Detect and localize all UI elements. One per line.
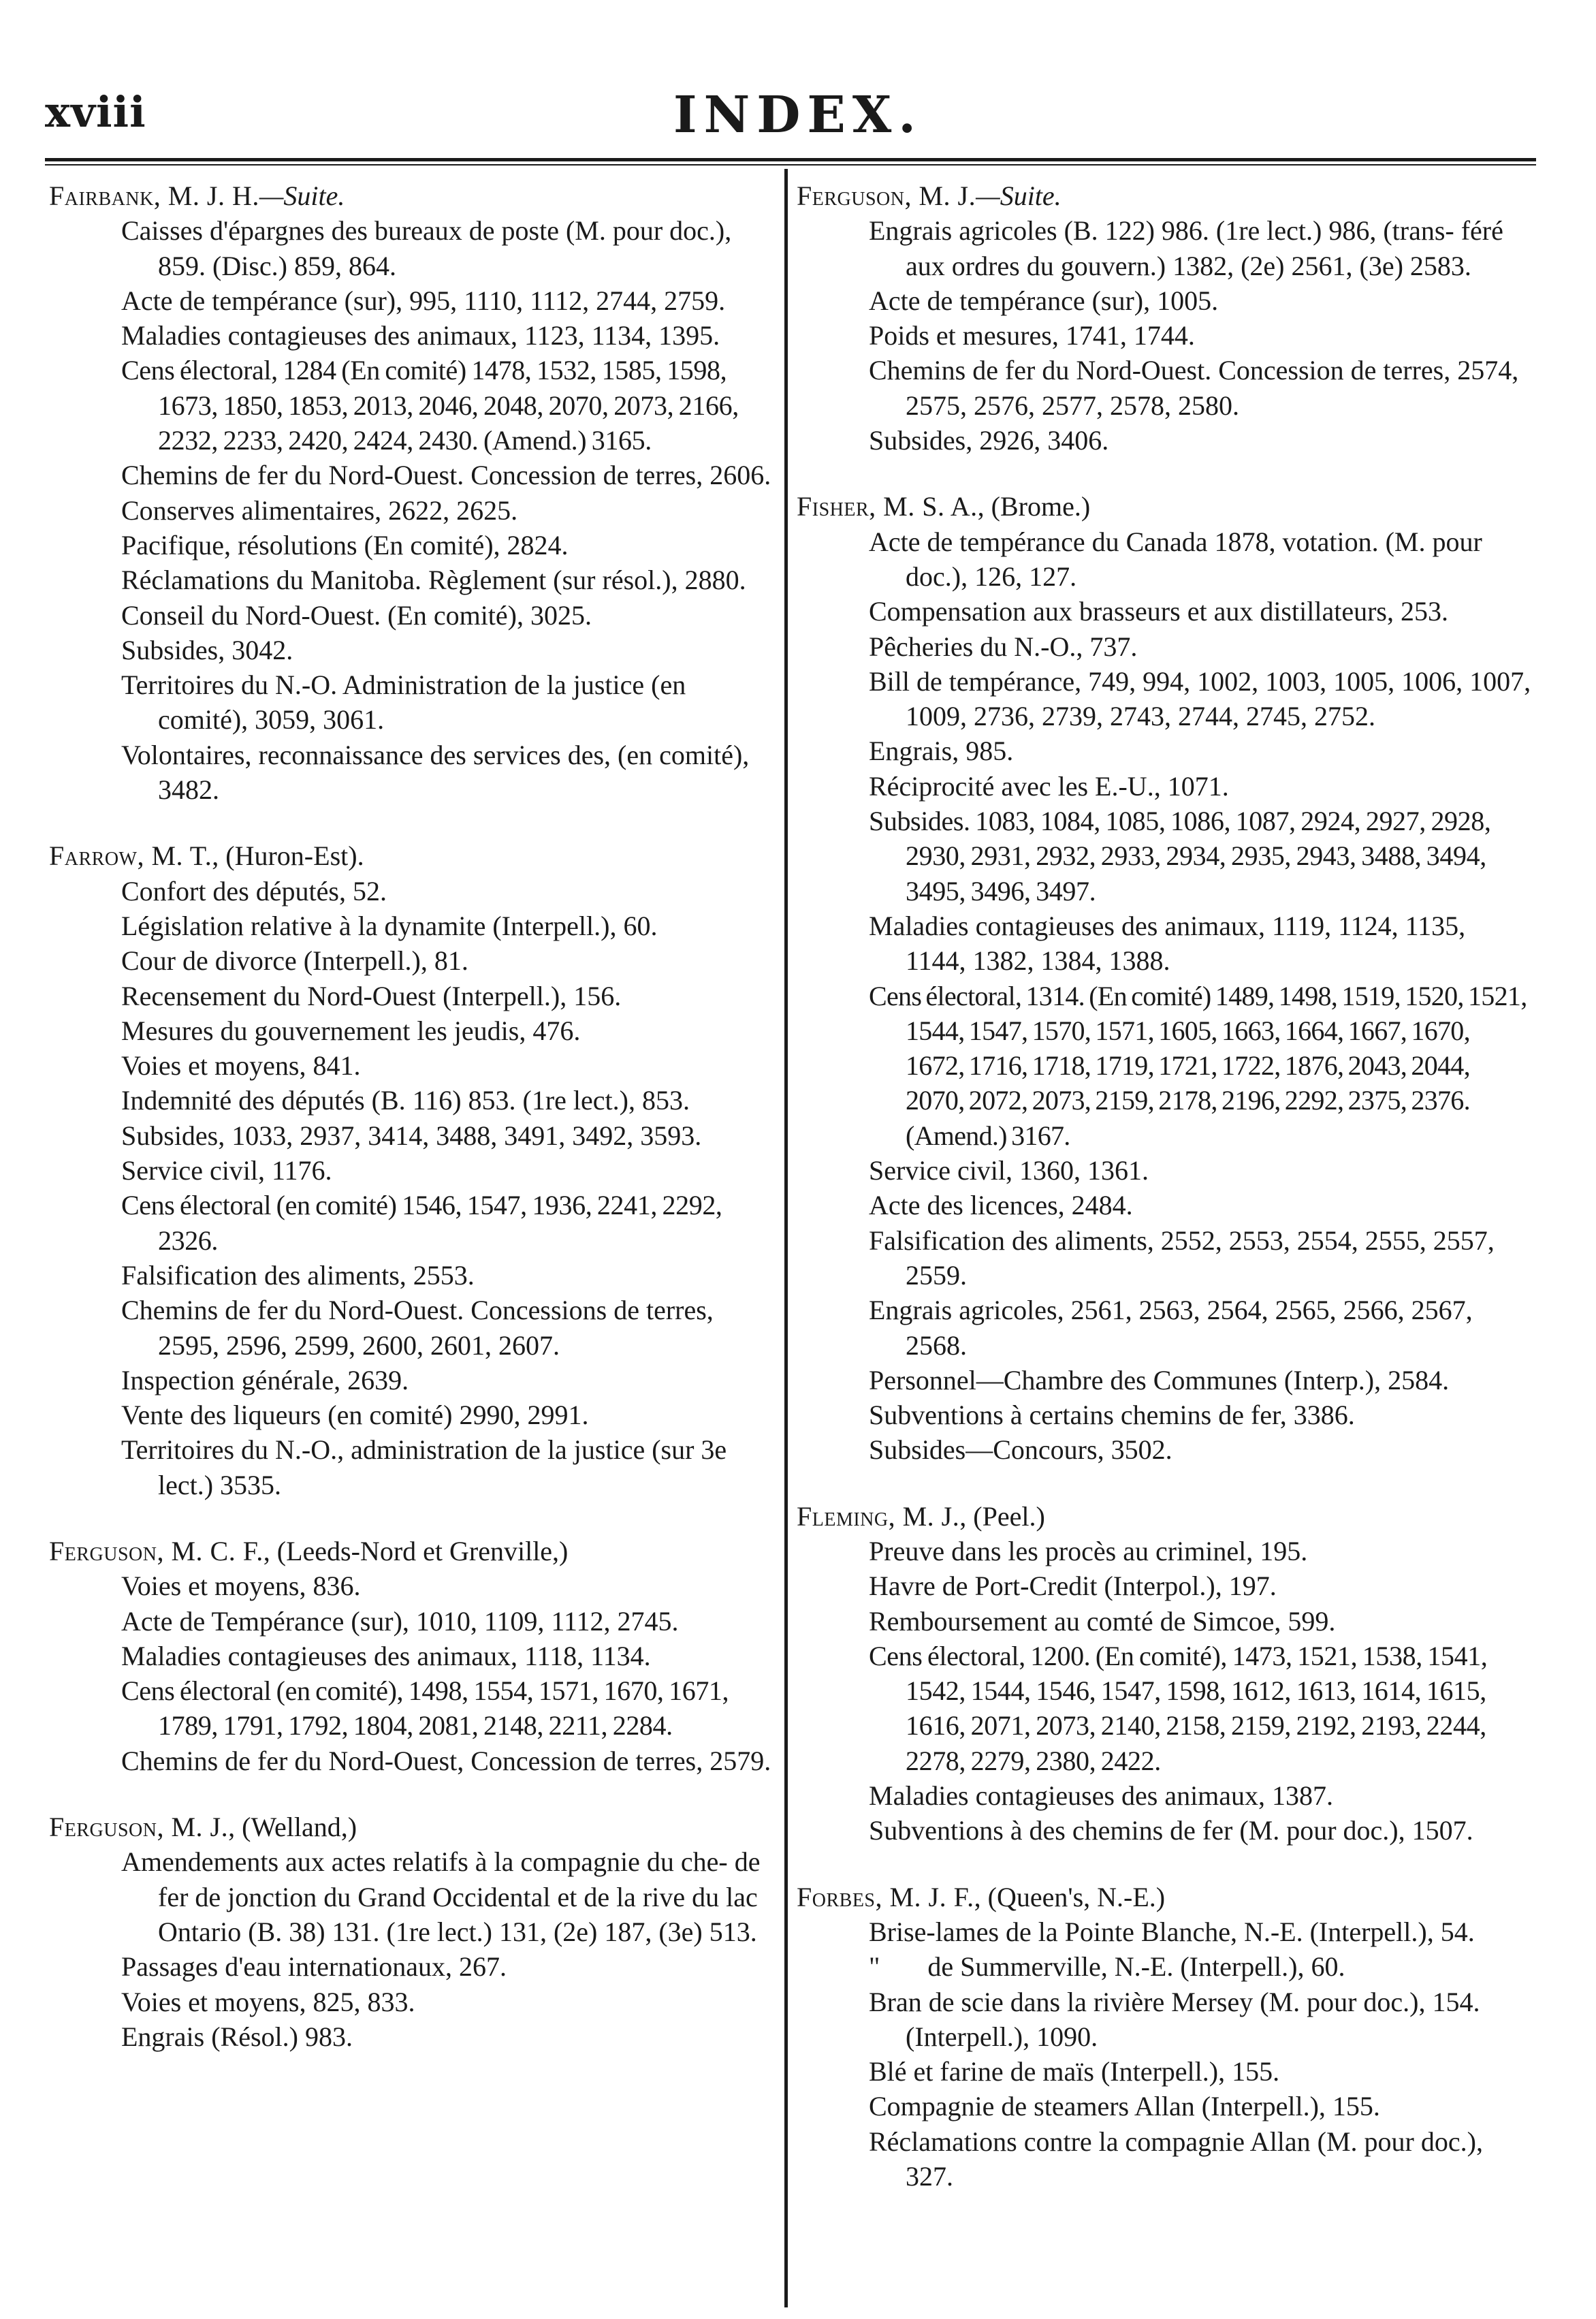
index-entry: " de Summerville, N.-E. (Interpell.), 60.	[869, 1951, 1345, 1983]
index-entry: Cour de divorce (Interpell.), 81.	[121, 945, 468, 977]
index-section	[49, 1534, 778, 1778]
index-entry: Maladies contagieuses des animaux, 1387.	[869, 1780, 1334, 1812]
page-title: INDEX.	[673, 86, 923, 144]
index-entry: Confort des députés, 52.	[121, 875, 387, 906]
index-entry: Cens électoral, 1314. (En comité) 1489, 1498, 1519, 1520, 1521, 1544, 1547, 1570, 1571, 1605, 1663, 1664, 1667, 1670, 1672, 1716, 1718, 1719, 1721, 1722, 1876, 2043, 2044, 2070, 2072, 2073, 2159, 2178, 2196, 2292, 2375, 2376. (Amend.) 3167.	[869, 980, 1527, 1151]
member-suffix: , (Brome.)	[977, 491, 1091, 522]
member-suffix: , (Welland,)	[228, 1812, 357, 1843]
index-entry: Falsification des aliments, 2552, 2553, 2554, 2555, 2557, 2559.	[869, 1225, 1495, 1291]
index-entry: Cens électoral (en comité), 1498, 1554, 1571, 1670, 1671, 1789, 1791, 1792, 1804, 2081, 2148, 2211, 2284.	[121, 1675, 729, 1741]
index-entry: Acte de Tempérance (sur), 1010, 1109, 1112, 2745.	[121, 1605, 679, 1637]
index-entry: Subsides—Concours, 3502.	[869, 1434, 1172, 1466]
member-suffix: , (Leeds-Nord et Grenville,)	[263, 1535, 569, 1566]
index-entry: Conseil du Nord-Ouest. (En comité), 3025.	[121, 599, 592, 631]
index-entry: Engrais, 985.	[869, 736, 1014, 767]
index-entry: Subsides, 2926, 3406.	[869, 425, 1109, 456]
index-entry: Maladies contagieuses des animaux, 1123, 1134, 1395.	[121, 320, 720, 351]
left-column	[49, 178, 778, 2085]
index-entry: Passages d'eau internationaux, 267.	[121, 1951, 507, 1983]
section-heading	[797, 1499, 1532, 1534]
section-heading	[49, 1810, 778, 1844]
index-entry: Cens électoral, 1284 (En comité) 1478, 1532, 1585, 1598, 1673, 1850, 1853, 2013, 2046, 2048, 2070, 2073, 2166, 2232, 2233, 2420, 2424, 2430. (Amend.) 3165.	[121, 355, 739, 456]
index-entry: Inspection générale, 2639.	[121, 1364, 409, 1395]
index-section	[797, 1880, 1532, 2194]
index-entry: Territoires du N.-O. Administration de la justice (en comité), 3059, 3061.	[121, 669, 686, 736]
index-entry: Personnel—Chambre des Communes (Interp.), 2584.	[869, 1364, 1450, 1395]
column-divider	[784, 169, 788, 2307]
index-entry: Engrais agricoles (B. 122) 986. (1re lect.) 986, (trans- féré aux ordres du gouvern.) 1382, (2e) 2561, (3e) 2583.	[869, 215, 1503, 281]
index-entry: Recensement du Nord-Ouest (Interpell.), 156.	[121, 980, 622, 1011]
section-heading	[797, 489, 1532, 524]
index-entry: Amendements aux actes relatifs à la compagnie du che- de fer de jonction du Grand Occidental et de la rive du lac Ontario (B. 38) 131. (1re lect.) 131, (2e) 187, (3e) 513.	[121, 1846, 761, 1947]
index-entry: Réclamations contre la compagnie Allan (M. pour doc.), 327.	[869, 2126, 1483, 2192]
index-entry: Poids et mesures, 1741, 1744.	[869, 320, 1195, 351]
index-entry: Territoires du N.-O., administration de la justice (sur 3e lect.) 3535.	[121, 1434, 727, 1500]
index-entry: Subsides. 1083, 1084, 1085, 1086, 1087, 2924, 2927, 2928, 2930, 2931, 2932, 2933, 2934, 2935, 2943, 3488, 3494, 3495, 3496, 3497.	[869, 806, 1491, 906]
index-entry: Engrais (Résol.) 983.	[121, 2021, 353, 2052]
index-entry: Chemins de fer du Nord-Ouest, Concession de terres, 2579.	[121, 1745, 771, 1776]
index-entry: Acte de tempérance (sur), 1005.	[869, 285, 1219, 316]
index-entry: Service civil, 1360, 1361.	[869, 1155, 1149, 1186]
index-entry: Engrais agricoles, 2561, 2563, 2564, 2565, 2566, 2567, 2568.	[869, 1295, 1473, 1361]
index-entry: Subventions à des chemins de fer (M. pour doc.), 1507.	[869, 1815, 1473, 1846]
section-heading	[49, 178, 778, 213]
index-entry: Acte des licences, 2484.	[869, 1190, 1133, 1221]
header-rule	[45, 158, 1536, 161]
index-entry: Falsification des aliments, 2553.	[121, 1259, 475, 1291]
member-name: Ferguson, M. C. F.	[49, 1535, 264, 1566]
member-suffix: —Suite.	[259, 180, 345, 211]
index-entry: Bill de tempérance, 749, 994, 1002, 1003, 1005, 1006, 1007, 1009, 2736, 2739, 2743, 2744, 2745, 2752.	[869, 665, 1531, 732]
section-heading	[797, 1880, 1532, 1914]
index-section	[797, 1499, 1532, 1848]
index-entry: Indemnité des députés (B. 116) 853. (1re lect.), 853.	[121, 1085, 690, 1116]
index-entry: Pêcheries du N.-O., 737.	[869, 631, 1138, 662]
index-entry: Maladies contagieuses des animaux, 1119, 1124, 1135, 1144, 1382, 1384, 1388.	[869, 910, 1466, 977]
index-entry: Acte de tempérance du Canada 1878, votation. (M. pour doc.), 126, 127.	[869, 526, 1482, 592]
index-entry: Cens électoral (en comité) 1546, 1547, 1936, 2241, 2292, 2326.	[121, 1190, 722, 1256]
index-entry: Chemins de fer du Nord-Ouest. Concession de terres, 2574, 2575, 2576, 2577, 2578, 2580.	[869, 355, 1519, 421]
index-section	[797, 178, 1532, 458]
index-entry: Voies et moyens, 825, 833.	[121, 1986, 415, 2017]
index-entry: Réciprocité avec les E.-U., 1071.	[869, 770, 1229, 802]
index-entry: Réclamations du Manitoba. Règlement (sur résol.), 2880.	[121, 565, 746, 596]
index-entry: Remboursement au comté de Simcoe, 599.	[869, 1605, 1336, 1637]
member-name: Forbes, M. J. F.	[797, 1881, 974, 1912]
index-section	[49, 178, 778, 807]
member-name: Fisher, M. S. A.	[797, 491, 978, 522]
section-heading	[49, 1534, 778, 1568]
index-entry: Voies et moyens, 841.	[121, 1050, 361, 1082]
index-entry: Subsides, 3042.	[121, 634, 293, 665]
index-entry: Preuve dans les procès au criminel, 195.	[869, 1535, 1308, 1566]
member-suffix: , (Peel.)	[959, 1500, 1045, 1532]
member-suffix: , (Queen's, N.-E.)	[974, 1881, 1166, 1912]
member-name: Ferguson, M. J.	[49, 1812, 229, 1843]
page-number: xviii	[45, 87, 146, 137]
right-column	[797, 178, 1532, 2225]
index-entry: Cens électoral, 1200. (En comité), 1473, 1521, 1538, 1541, 1542, 1544, 1546, 1547, 1598, 1612, 1613, 1614, 1615, 1616, 2071, 2073, 2140, 2158, 2159, 2192, 2193, 2244, 2278, 2279, 2380, 2422.	[869, 1640, 1488, 1776]
index-section	[797, 489, 1532, 1467]
index-entry: Havre de Port-Credit (Interpol.), 197.	[869, 1571, 1277, 1602]
index-entry: Caisses d'épargnes des bureaux de poste (M. pour doc.), 859. (Disc.) 859, 864.	[121, 215, 732, 281]
index-entry: Compagnie de steamers Allan (Interpell.), 155.	[869, 2091, 1380, 2122]
member-name: Farrow, M. T.	[49, 840, 212, 872]
header-rule-thin	[45, 164, 1536, 165]
index-entry: Chemins de fer du Nord-Ouest. Concessions de terres, 2595, 2596, 2599, 2600, 2601, 2607.	[121, 1295, 714, 1361]
section-heading	[797, 178, 1532, 213]
index-entry: Mesures du gouvernement les jeudis, 476.	[121, 1015, 581, 1046]
index-entry: Volontaires, reconnaissance des services des, (en comité), 3482.	[121, 739, 750, 806]
index-section	[49, 838, 778, 1502]
member-name: Fairbank, M. J. H.	[49, 180, 259, 211]
index-entry: Subventions à certains chemins de fer, 3386.	[869, 1400, 1355, 1431]
index-entry: Pacifique, résolutions (En comité), 2824.	[121, 529, 569, 561]
member-suffix: —Suite.	[976, 180, 1062, 211]
index-entry: Législation relative à la dynamite (Interpell.), 60.	[121, 910, 658, 941]
index-entry: Maladies contagieuses des animaux, 1118, 1134.	[121, 1640, 651, 1671]
section-heading	[49, 838, 778, 873]
member-name: Fleming, M. J.	[797, 1500, 960, 1532]
index-entry: Voies et moyens, 836.	[121, 1571, 361, 1602]
index-entry: Chemins de fer du Nord-Ouest. Concession de terres, 2606.	[121, 460, 771, 491]
index-entry: Compensation aux brasseurs et aux distillateurs, 253.	[869, 596, 1448, 627]
index-entry: Blé et farine de maïs (Interpell.), 155.	[869, 2056, 1280, 2087]
index-entry: Subsides, 1033, 2937, 3414, 3488, 3491, 3492, 3593.	[121, 1120, 702, 1151]
index-entry: Acte de tempérance (sur), 995, 1110, 1112, 2744, 2759.	[121, 285, 726, 316]
index-entry: Bran de scie dans la rivière Mersey (M. pour doc.), 154. (Interpell.), 1090.	[869, 1986, 1480, 2052]
index-entry: Brise-lames de la Pointe Blanche, N.-E. (Interpell.), 54.	[869, 1916, 1475, 1947]
index-entry: Service civil, 1176.	[121, 1155, 332, 1186]
member-name: Ferguson, M. J.	[797, 180, 976, 211]
index-entry: Conserves alimentaires, 2622, 2625.	[121, 494, 518, 526]
member-suffix: , (Huron-Est).	[212, 840, 364, 872]
index-entry: Vente des liqueurs (en comité) 2990, 2991.	[121, 1400, 589, 1431]
index-section	[49, 1810, 778, 2054]
